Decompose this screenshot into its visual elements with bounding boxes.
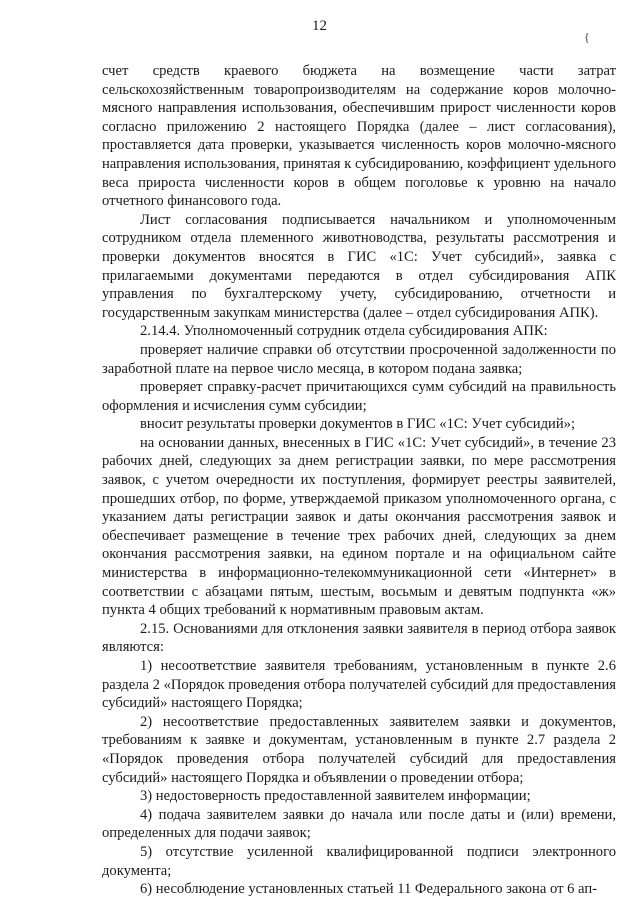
document-body (102, 62, 616, 899)
paragraph: проверяет наличие справки об отсутствии просроченной задолженности по заработной плате на первое число месяца, в котором подана заявка; (102, 341, 616, 377)
paragraph: на основании данных, внесенных в ГИС «1С: Учет субсидий», в течение 23 рабочих дней, следующих за днем регистрации заявки, по мере рассмотрения заявок, с учетом очередности их поступления, формирует реестры заявителей, прошедших отбор, по форме, утверждаемой приказом уполномоченного органа, с указанием даты регистрации заявок и даты окончания рассмотрения заявок и обеспечивает размещение в течение трех рабочих дней, следующих за днем окончания рассмотрения заявки, на едином портале и на официальном сайте министерства в информационно-телекоммуникационной сети «Интернет» в соответствии с абзацами пятым, шестым, восьмым и девятым подпункта «ж» пункта 4 общих требований к нормативным правовым актам. (102, 434, 616, 619)
paragraph: 5) отсутствие усиленной квалифицированной подписи электронного документа; (102, 843, 616, 879)
paragraph: 2.14.4. Уполномоченный сотрудник отдела субсидирования АПК: (140, 323, 548, 340)
paragraph: счет средств краевого бюджета на возмещение части затрат сельскохозяйственным товаропроизводителям на содержание коров молочно-мясного направления использования, обеспечившим прирост численности коров согласно приложению 2 настоящего Порядка (далее – лист согласования), проставляется дата проверки, указывается численность коров молочно-мясного направления использования, принятая к субсидированию, коэффициент удельного веса прироста численности коров в общем поголовье к уровню на начало отчетного финансового года. (102, 63, 616, 210)
page-number: 12 (312, 18, 327, 34)
margin-mark: { (584, 30, 590, 44)
paragraph: 4) подача заявителем заявки до начала или после даты и (или) времени, определенных для подачи заявок; (102, 806, 616, 842)
paragraph: проверяет справку-расчет причитающихся сумм субсидий на правильность оформления и исчисления сумм субсидии; (102, 379, 616, 414)
paragraph: 2.15. Основаниями для отклонения заявки заявителя в период отбора заявок являются: (102, 620, 616, 656)
paragraph: 3) недостоверность предоставленной заявителем информации; (140, 788, 531, 805)
paragraph: 1) несоответствие заявителя требованиям, установленным в пункте 2.6 раздела 2 «Порядок проведения отбора получателей субсидий для предоставления субсидий» настоящего Порядка; (102, 658, 616, 712)
paragraph: Лист согласования подписывается начальником и уполномоченным сотрудником отдела племенного животноводства, результаты рассмотрения и проверки документов вносятся в ГИС «1С: Учет субсидий», заявка с прилагаемыми документами передаются в отдел субсидирования АПК управления по бухгалтерскому учету, субсидированию, отчетности и государственным закупкам министерства (далее – отдел субсидирования АПК). (102, 211, 616, 321)
paragraph: вносит результаты проверки документов в ГИС «1С: Учет субсидий»; (140, 416, 575, 433)
paragraph: 6) несоблюдение установленных статьей 11 Федерального закона от 6 ап- (140, 881, 598, 898)
paragraph: 2) несоответствие предоставленных заявителем заявки и документов, требованиям к заявке и документам, установленным в пункте 2.7 раздела 2 «Порядок проведения отбора получателей субсидий для предоставления субсидий» настоящего Порядка и объявлении о проведении отбора; (102, 713, 616, 786)
